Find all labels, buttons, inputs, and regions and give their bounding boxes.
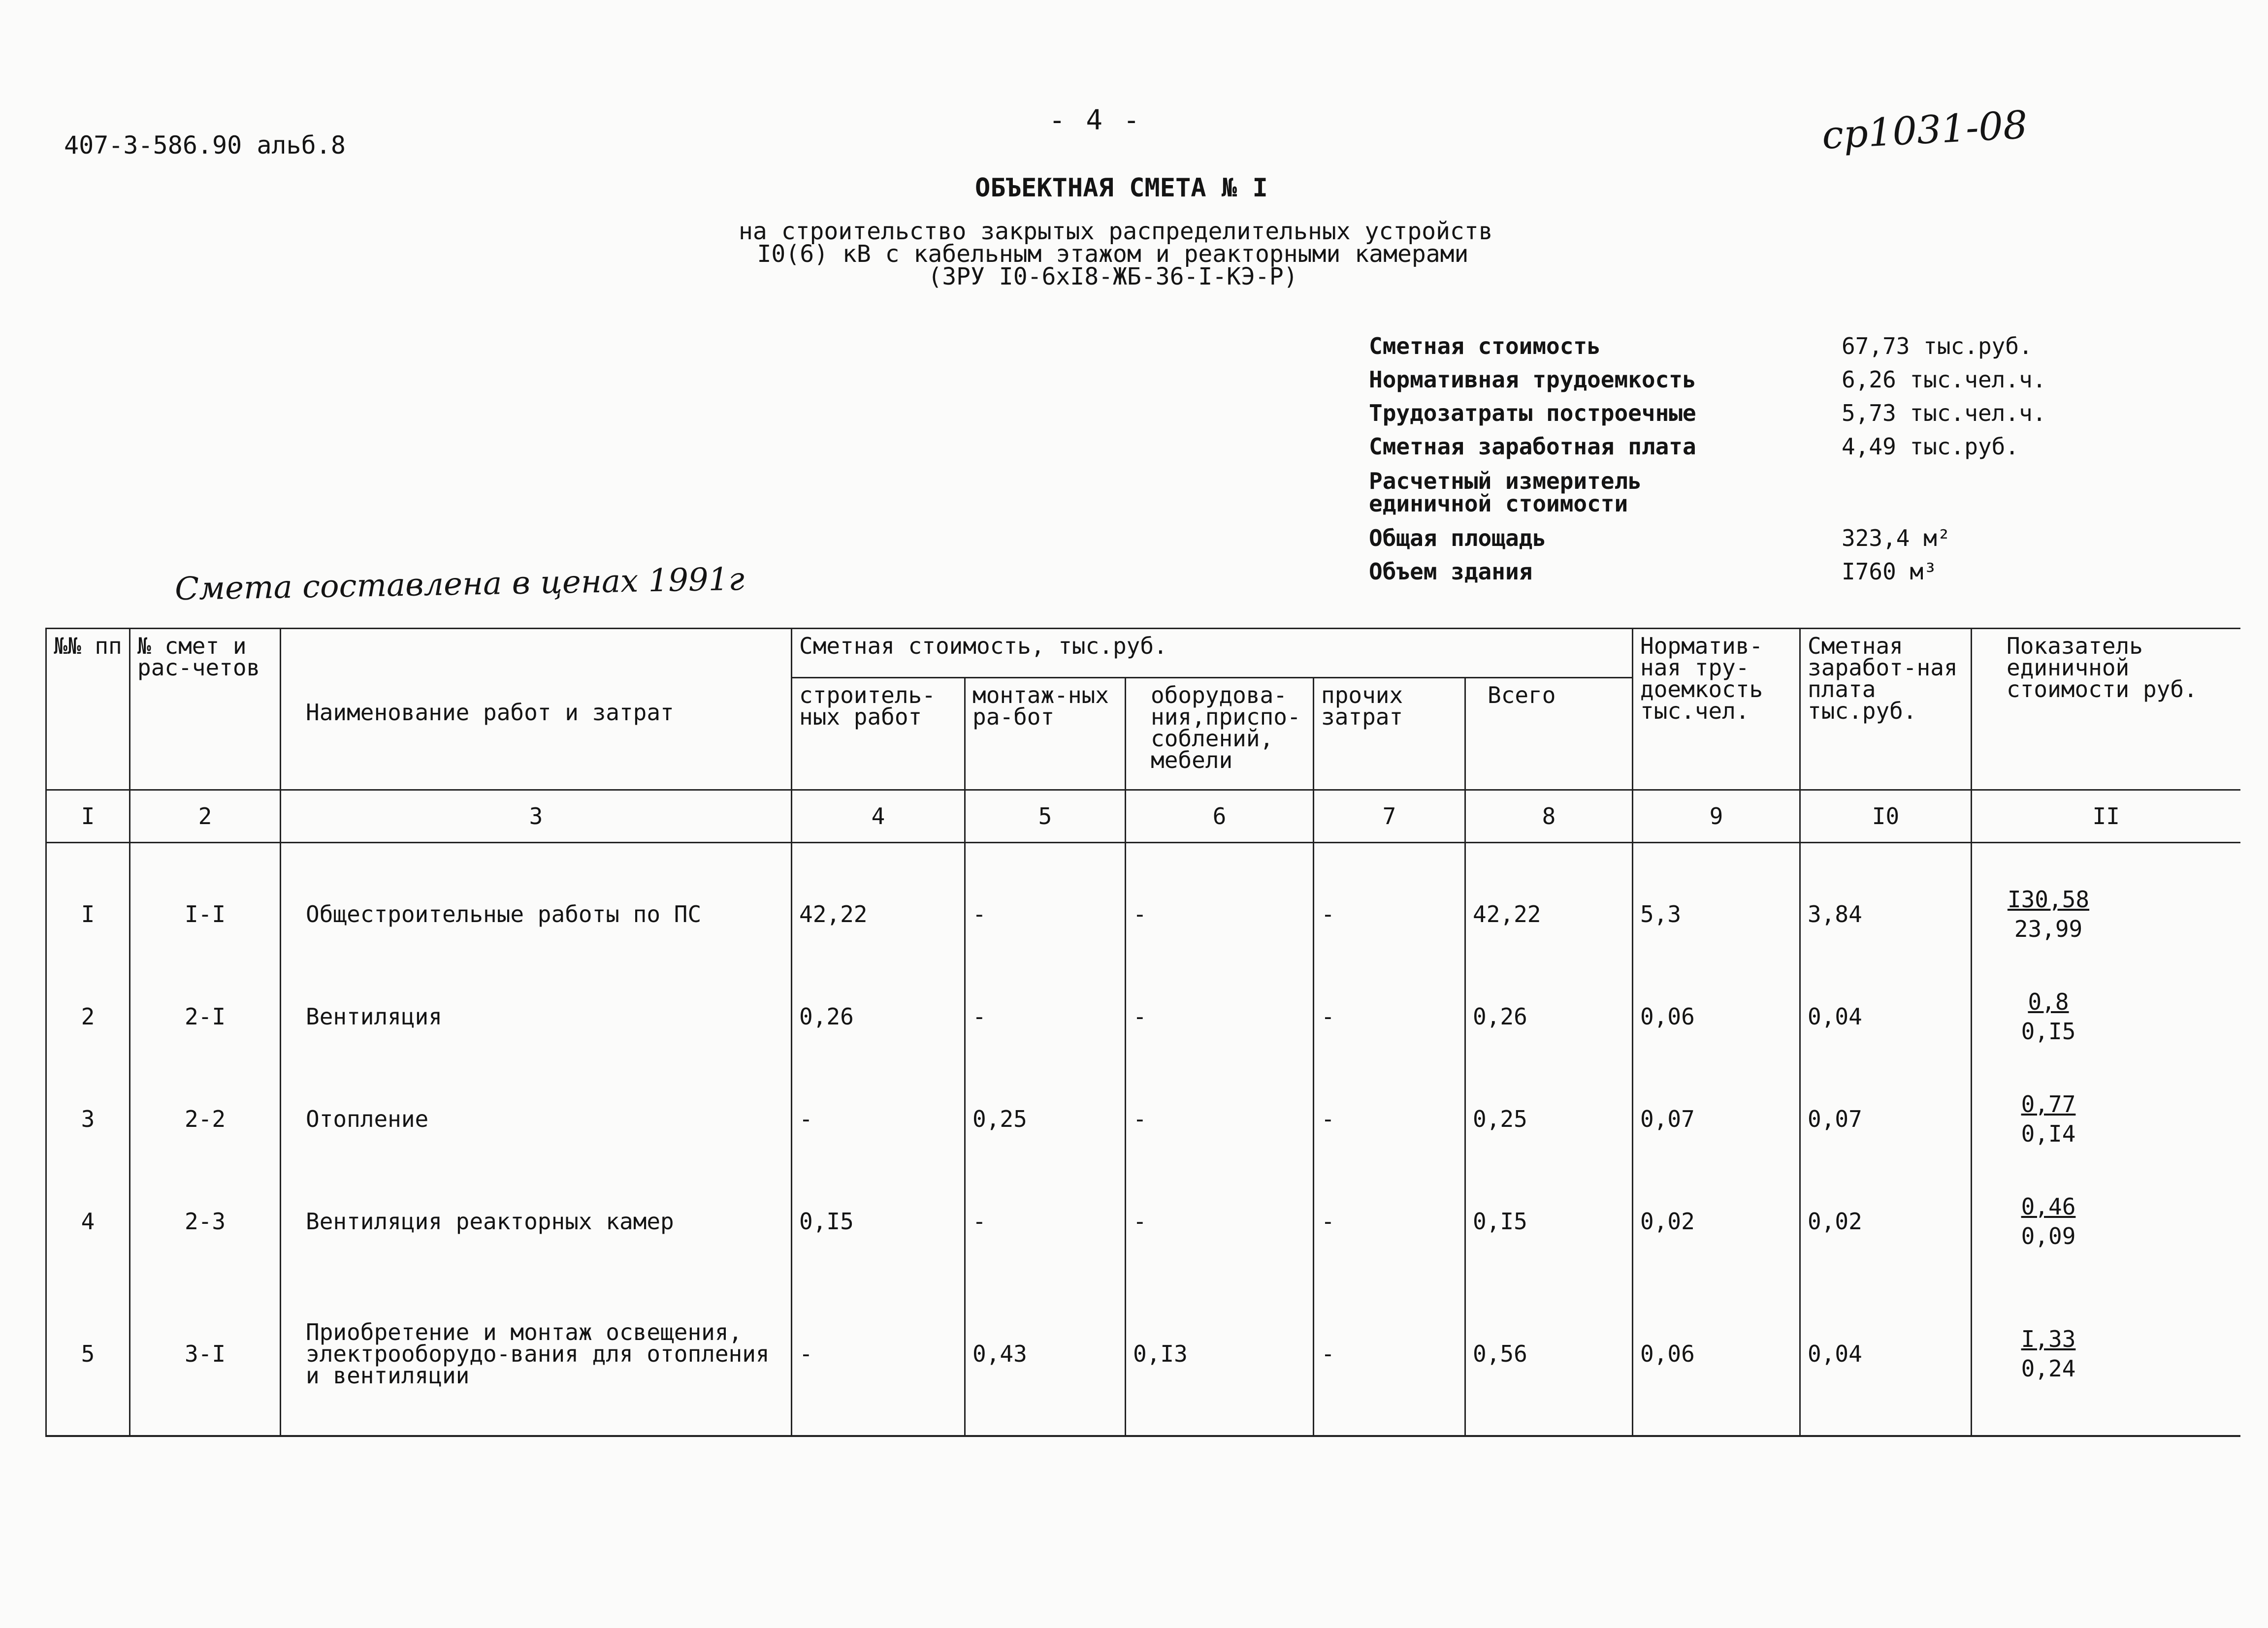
table-row (46, 1068, 2240, 1170)
summary-value: 6,26 тыс.чел.ч. (1842, 366, 2046, 393)
header-wage: Сметная заработ-ная плата тыс.руб. (1800, 629, 1972, 790)
unit-index-top: 0,77 (2021, 1091, 2076, 1117)
row-number: 2 (46, 965, 130, 1068)
wage-fund: 0,02 (1800, 1170, 1972, 1273)
wage-fund: 0,04 (1800, 1273, 1972, 1436)
table-row (46, 965, 2240, 1068)
work-name: Вентиляция реакторных камер (281, 1170, 792, 1273)
total-cost: 0,25 (1465, 1068, 1633, 1170)
unit-index-bottom: 0,09 (2021, 1223, 2076, 1249)
calc-number: 2-I (130, 965, 281, 1068)
unit-index-bottom: 0,I5 (2021, 1018, 2076, 1045)
equipment-cost: - (1126, 843, 1314, 966)
summary-label: Нормативная трудоемкость (1369, 366, 1696, 393)
column-number: 8 (1465, 790, 1633, 843)
page-number: - 4 - (1049, 104, 1142, 136)
column-number: 4 (792, 790, 965, 843)
other-cost: - (1314, 1273, 1465, 1436)
row-number: I (46, 843, 130, 966)
mounting-cost: - (965, 1170, 1126, 1273)
total-cost: 0,56 (1465, 1273, 1633, 1436)
work-name: Вентиляция (281, 965, 792, 1068)
summary-label: Сметная заработная плата (1369, 433, 1696, 460)
header-labor: Норматив-ная тру-доемкость тыс.чел. (1633, 629, 1800, 790)
column-number: I0 (1800, 790, 1972, 843)
estimate-title: ОБЪЕКТНАЯ СМЕТА № I (975, 173, 1268, 203)
equipment-cost: - (1126, 965, 1314, 1068)
header-name: Наименование работ и затрат (281, 629, 792, 790)
work-name: Отопление (281, 1068, 792, 1170)
header-calc-number: № смет и рас-четов (130, 629, 281, 790)
other-cost: - (1314, 1068, 1465, 1170)
construction-cost: 0,I5 (792, 1170, 965, 1273)
unit-index (1972, 1170, 2240, 1273)
labor-intensity: 0,06 (1633, 965, 1800, 1068)
column-number: 6 (1126, 790, 1314, 843)
column-number: 2 (130, 790, 281, 843)
summary-value: 323,4 м² (1842, 525, 1951, 551)
summary-value: 5,73 тыс.чел.ч. (1842, 400, 2046, 426)
column-number: 7 (1314, 790, 1465, 843)
table-row (46, 843, 2240, 966)
summary-label: Общая площадь (1369, 525, 1547, 551)
construction-cost: - (792, 1068, 965, 1170)
handwritten-code: ср1031-08 (1820, 103, 2029, 158)
subtitle-line-2: I0(6) кВ с кабельным этажом и реакторными камерами (757, 240, 1469, 268)
summary-label: Сметная стоимость (1369, 333, 1601, 359)
calc-number: 2-2 (130, 1068, 281, 1170)
table-row (46, 1273, 2240, 1436)
header-other: прочих затрат (1314, 678, 1465, 790)
unit-index-bottom: 0,I4 (2021, 1120, 2076, 1147)
labor-intensity: 0,06 (1633, 1273, 1800, 1436)
labor-intensity: 0,07 (1633, 1068, 1800, 1170)
summary-label: Объем здания (1369, 558, 1533, 585)
total-cost: 0,I5 (1465, 1170, 1633, 1273)
header-row-number: №№ пп (46, 629, 130, 790)
mounting-cost: - (965, 843, 1126, 966)
calc-number: 3-I (130, 1273, 281, 1436)
unit-index-bottom: 0,24 (2021, 1355, 2076, 1382)
other-cost: - (1314, 965, 1465, 1068)
column-number: 9 (1633, 790, 1800, 843)
table-row (46, 1170, 2240, 1273)
handwritten-note: Смета составлена в ценах 1991г (174, 561, 745, 608)
document-code: 407-3-586.90 альб.8 (64, 131, 346, 160)
summary-value: I760 м³ (1842, 558, 1937, 585)
header-mounting: монтаж-ных ра-бот (965, 678, 1126, 790)
total-cost: 0,26 (1465, 965, 1633, 1068)
unit-index-top: I,33 (2021, 1326, 2076, 1352)
unit-index-top: I30,58 (2007, 886, 2090, 913)
unit-index (1972, 1068, 2240, 1170)
column-number: 5 (965, 790, 1126, 843)
subtitle-line-3: (ЗРУ I0-6хI8-ЖБ-36-I-КЭ-Р) (928, 263, 1298, 290)
calc-number: 2-3 (130, 1170, 281, 1273)
unit-index-top: 0,8 (2028, 989, 2069, 1015)
header-unit-index: Показатель единичной стоимости руб. (1972, 629, 2240, 790)
wage-fund: 0,04 (1800, 965, 1972, 1068)
construction-cost: 42,22 (792, 843, 965, 966)
labor-intensity: 5,3 (1633, 843, 1800, 966)
summary-label: Расчетный измеритель (1369, 468, 1642, 494)
other-cost: - (1314, 1170, 1465, 1273)
equipment-cost: 0,I3 (1126, 1273, 1314, 1436)
construction-cost: - (792, 1273, 965, 1436)
equipment-cost: - (1126, 1068, 1314, 1170)
labor-intensity: 0,02 (1633, 1170, 1800, 1273)
work-name: Приобретение и монтаж освещения, электрооборудо-вания для отопления и вентиляции (281, 1273, 792, 1436)
row-number: 3 (46, 1068, 130, 1170)
total-cost: 42,22 (1465, 843, 1633, 966)
summary-value: 4,49 тыс.руб. (1842, 433, 2019, 460)
unit-index (1972, 965, 2240, 1068)
column-number: I (46, 790, 130, 843)
header-cost-group: Сметная стоимость, тыс.руб. (792, 629, 1633, 678)
equipment-cost: - (1126, 1170, 1314, 1273)
mounting-cost: - (965, 965, 1126, 1068)
mounting-cost: 0,25 (965, 1068, 1126, 1170)
summary-label: Трудозатраты построечные (1369, 400, 1696, 426)
wage-fund: 0,07 (1800, 1068, 1972, 1170)
estimate-table (45, 628, 2240, 1437)
row-number: 5 (46, 1273, 130, 1436)
mounting-cost: 0,43 (965, 1273, 1126, 1436)
header-total: Всего (1465, 678, 1633, 790)
column-number: 3 (281, 790, 792, 843)
row-number: 4 (46, 1170, 130, 1273)
column-number: II (1972, 790, 2240, 843)
construction-cost: 0,26 (792, 965, 965, 1068)
header-equipment: оборудова-ния,приспо-соблений, мебели (1126, 678, 1314, 790)
unit-index (1972, 843, 2240, 966)
unit-index-top: 0,46 (2021, 1193, 2076, 1220)
unit-index (1972, 1273, 2240, 1436)
unit-index-bottom: 23,99 (2014, 916, 2083, 942)
wage-fund: 3,84 (1800, 843, 1972, 966)
calc-number: I-I (130, 843, 281, 966)
summary-label: единичной стоимости (1369, 490, 1628, 517)
header-construction: строитель-ных работ (792, 678, 965, 790)
other-cost: - (1314, 843, 1465, 966)
summary-value: 67,73 тыс.руб. (1842, 333, 2033, 359)
subtitle-line-1: на строительство закрытых распределительных устройств (739, 218, 1493, 245)
work-name: Общестроительные работы по ПС (281, 843, 792, 966)
